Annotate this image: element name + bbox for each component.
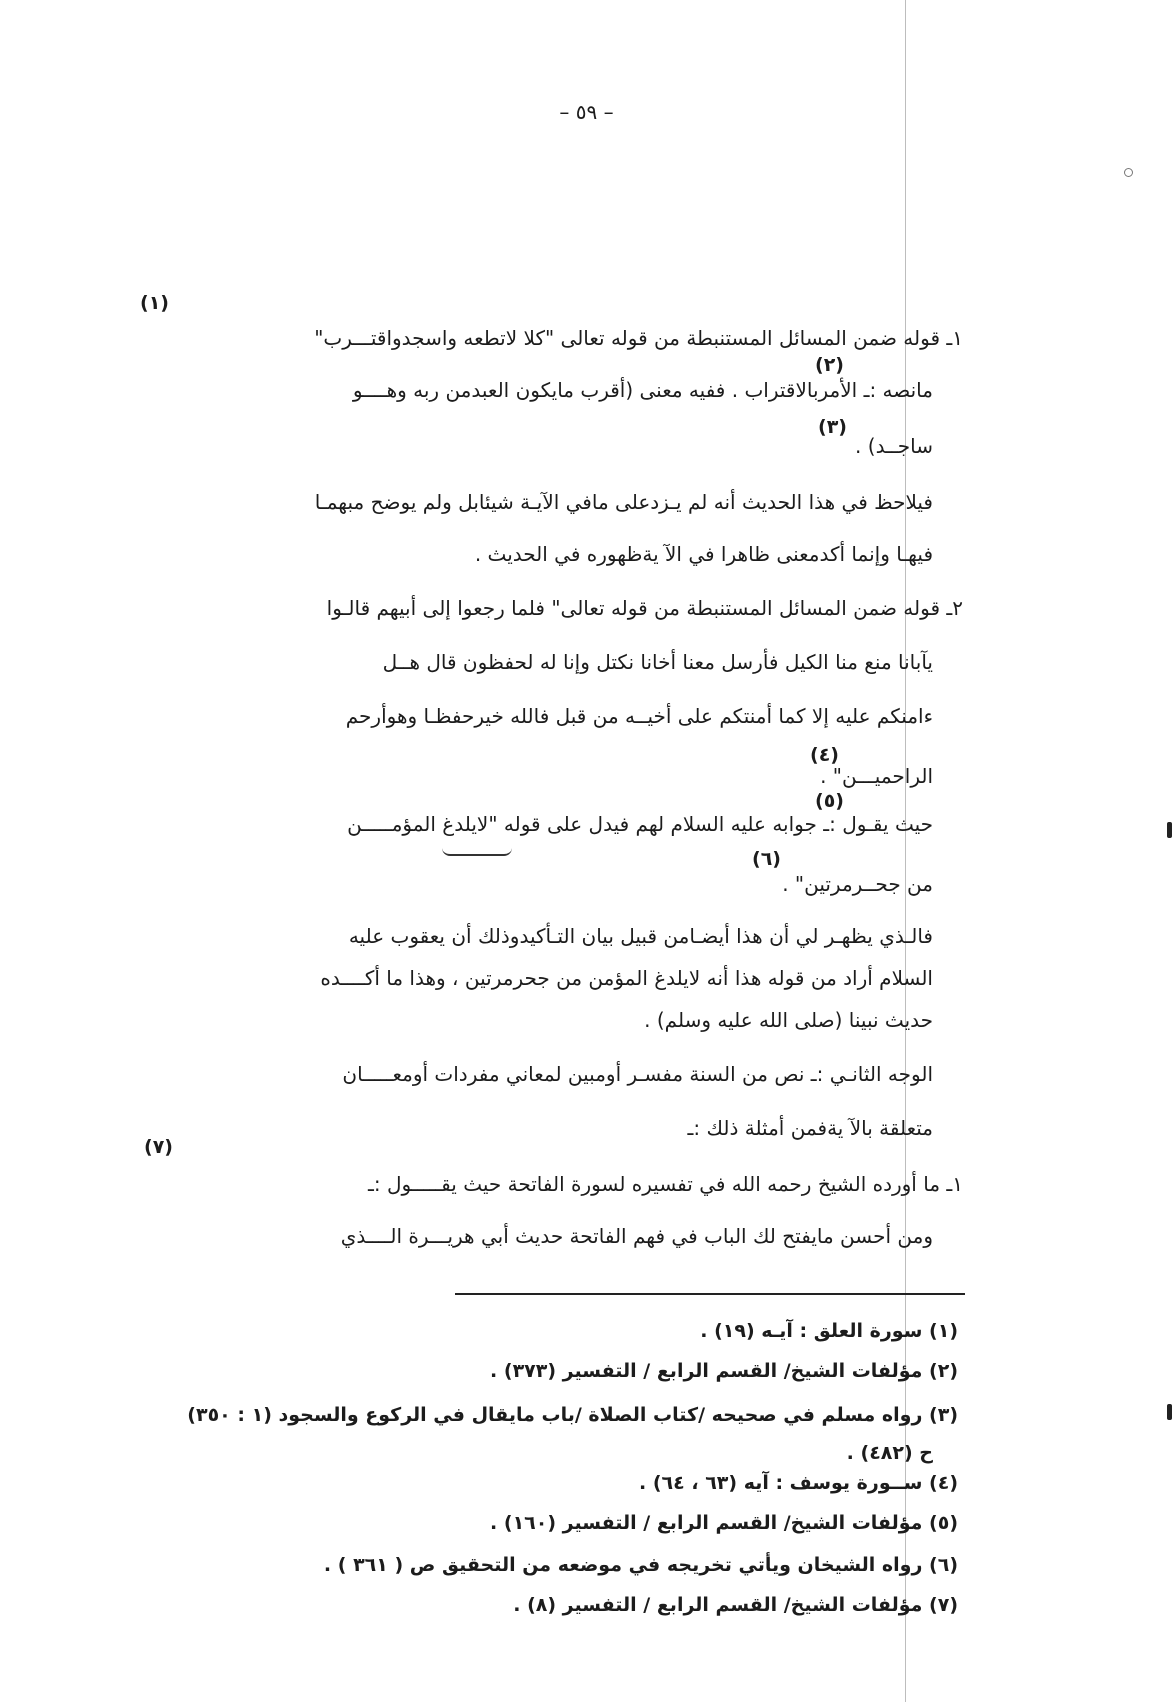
body-line: مانصه :ـ الأمربالاقتراب . ففيه معنى (أقرب مايكون العبدمن ربه وهــــو — [352, 378, 933, 402]
body-line: ساجــد) . — [855, 434, 933, 458]
footnote-marker: (٥) — [815, 790, 844, 812]
body-line: ٢ـ قوله ضمن المسائل المستنبطة من قوله تعالى" فلما رجعوا إلى أبيهم قالـوا — [326, 596, 963, 620]
body-line: حيث يقـول :ـ جوابه عليه السلام لهم فيدل على قوله "لايلدغ المؤمـــــن — [347, 812, 933, 836]
body-line: ومن أحسن مايفتح لك الباب في فهم الفاتحة حديث أبي هريـــرة الــــذي — [340, 1224, 933, 1248]
scan-edge-mark — [1167, 822, 1172, 838]
body-line: ءامنكم عليه إلا كما أمنتكم على أخيــه من قبل فالله خيرحفظـا وهوأرحم — [345, 704, 933, 728]
footnote-marker: (٧) — [144, 1136, 173, 1158]
body-line: فالـذي يظهـر لي أن هذا أيضـامن قبيل بيان التـأكيدوذلك أن يعقوب عليه — [348, 924, 933, 948]
footnote-marker: (١) — [140, 292, 169, 314]
handwritten-underline — [442, 848, 512, 856]
footnote-marker: (٢) — [815, 354, 844, 376]
body-line: فيهـا وإنما أكدمعنى ظاهرا في الآ يةظهوره في الحديث . — [474, 542, 933, 566]
page-number: – ٥٩ – — [559, 100, 614, 124]
footnote-line: (٢) مؤلفات الشيخ/ القسم الرابع / التفسير (٣٧٣) . — [490, 1360, 958, 1382]
footnote-line: (٤) ســورة يوسف : آيه (٦٣ ، ٦٤) . — [639, 1472, 958, 1494]
footnote-line: (٣) رواه مسلم في صحيحه /كتاب الصلاة /باب مايقال في الركوع والسجود (١ : ٣٥٠) — [187, 1404, 958, 1426]
body-line: فيلاحظ في هذا الحديث أنه لم يـزدعلى مافي الآيـة شيئابل ولم يوضح مبهمـا — [314, 490, 933, 514]
body-line: ١ـ قوله ضمن المسائل المستنبطة من قوله تعالى "كلا لاتطعه واسجدواقتـــرب" — [314, 326, 963, 350]
body-line: متعلقة بالآ يةفمن أمثلة ذلك :ـ — [687, 1116, 933, 1140]
footnote-line: (٦) رواه الشيخان ويأتي تخريجه في موضعه من التحقيق ص ( ٣٦١ ) . — [323, 1554, 958, 1576]
footnote-line: (٥) مؤلفات الشيخ/ القسم الرابع / التفسير (١٦٠) . — [490, 1512, 958, 1534]
body-line: من جحــرمرتين" . — [782, 872, 933, 896]
scan-speck — [1124, 168, 1133, 177]
footnote-line: (٧) مؤلفات الشيخ/ القسم الرابع / التفسير (٨) . — [513, 1594, 958, 1616]
body-line: يآبانا منع منا الكيل فأرسل معنا أخانا نكتل وإنا له لحفظون قال هــل — [382, 650, 933, 674]
body-line: الراحميـــن" . — [820, 764, 933, 788]
footnote-line: (١) سورة العلق : آيـه (١٩) . — [700, 1320, 958, 1342]
body-line: السلام أراد من قوله هذا أنه لايلدغ المؤمن من جحرمرتين ، وهذا ما أكــــده — [320, 966, 933, 990]
footnote-line: ح (٤٨٢) . — [846, 1442, 933, 1464]
footnote-marker: (٣) — [818, 416, 847, 438]
footnote-separator — [455, 1293, 965, 1295]
body-line: ١ـ ما أورده الشيخ رحمه الله في تفسيره لسورة الفاتحة حيث يقـــــول :ـ — [368, 1172, 963, 1196]
body-line: حديث نبينا (صلى الله عليه وسلم) . — [644, 1008, 933, 1032]
footnote-marker: (٤) — [810, 744, 839, 766]
body-line: الوجه الثانـي :ـ نص من السنة مفسـر أومبين لمعاني مفردات أومعـــــان — [342, 1062, 933, 1086]
footnote-marker: (٦) — [752, 848, 781, 870]
scan-edge-mark — [1167, 1404, 1172, 1420]
